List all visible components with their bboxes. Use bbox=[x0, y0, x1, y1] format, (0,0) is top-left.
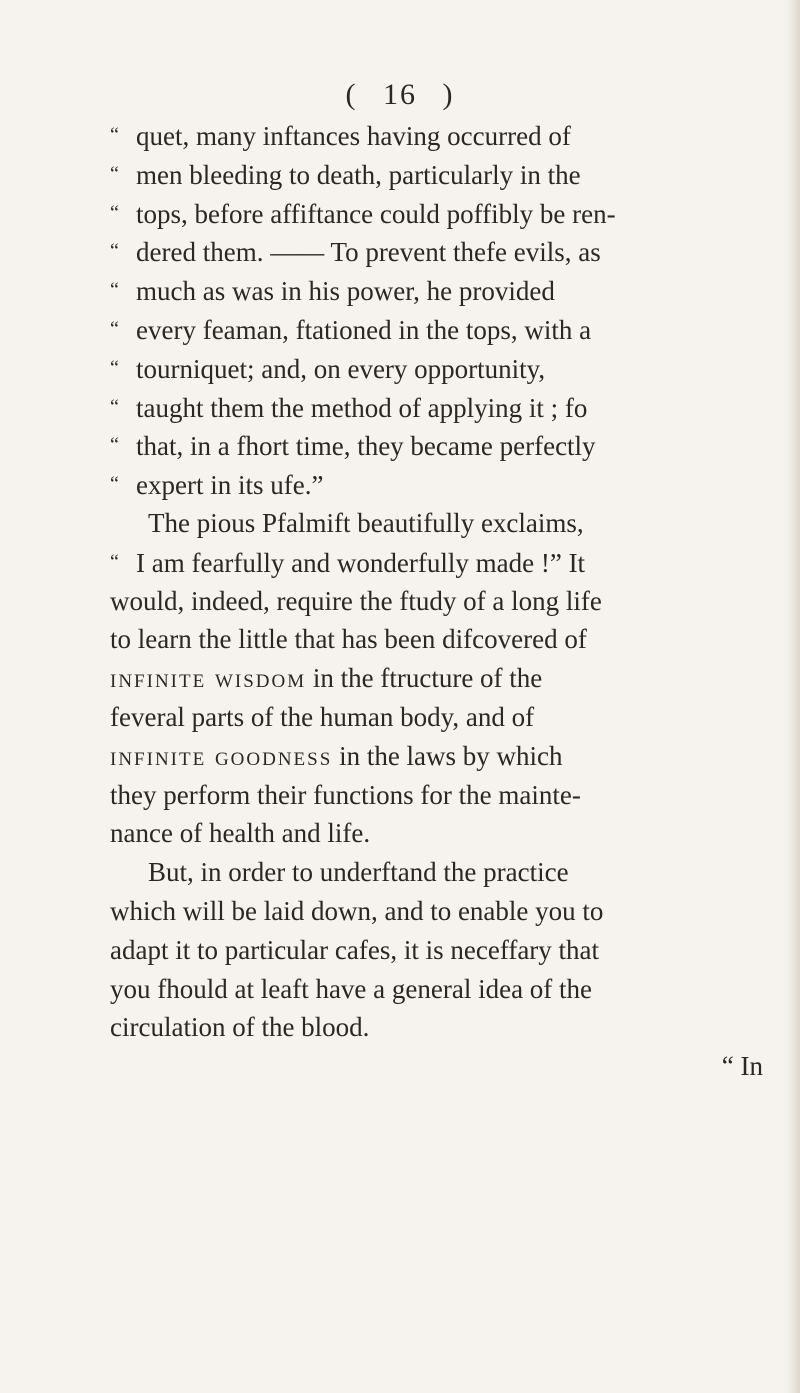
text-line bbox=[110, 426, 775, 465]
quote-mark: “ bbox=[110, 201, 119, 224]
line-text: would, indeed, require the ftudy of a long life bbox=[110, 585, 602, 616]
text-line bbox=[110, 349, 775, 388]
text-line bbox=[110, 970, 775, 1009]
page-edge bbox=[786, 0, 800, 1393]
quote-mark: “ bbox=[110, 473, 119, 496]
text-line bbox=[110, 271, 775, 310]
body-text bbox=[110, 116, 775, 1086]
quote-mark: “ bbox=[110, 395, 119, 418]
line-text: in the ftructure of the bbox=[306, 663, 543, 694]
line-text: they perform their functions for the mainte- bbox=[110, 779, 581, 810]
line-text: tops, before affiftance could poffibly be ren- bbox=[136, 198, 616, 229]
quote-mark: “ bbox=[110, 317, 119, 340]
text-line bbox=[110, 853, 775, 892]
quote-mark: “ bbox=[110, 162, 119, 185]
line-text: which will be laid down, and to enable you to bbox=[110, 895, 604, 926]
text-line bbox=[110, 543, 775, 582]
line-text: tourniquet; and, on every opportunity, bbox=[136, 353, 546, 384]
text-line bbox=[110, 620, 775, 659]
line-text: I am fearfully and wonderfully made !” It bbox=[136, 547, 586, 578]
quote-mark: “ bbox=[110, 240, 119, 263]
line-text: adapt it to particular cafes, it is neceffary that bbox=[110, 934, 600, 965]
page-header bbox=[0, 78, 800, 112]
line-text: to learn the little that has been difcovered of bbox=[110, 624, 587, 655]
line-text: feveral parts of the human body, and of bbox=[110, 701, 535, 732]
line-text: But, in order to underftand the practice bbox=[148, 857, 569, 888]
quote-mark: “ bbox=[110, 124, 119, 146]
line-text: taught them the method of applying it ; fo bbox=[136, 392, 588, 423]
text-line bbox=[110, 232, 775, 271]
line-text: every feaman, ftationed in the tops, with a bbox=[136, 314, 592, 345]
text-line bbox=[110, 1008, 775, 1047]
catchword: “ In bbox=[721, 1051, 763, 1082]
text-line bbox=[110, 116, 775, 155]
text-line bbox=[110, 931, 775, 970]
line-text: circulation of the blood. bbox=[110, 1012, 370, 1043]
quote-mark: “ bbox=[110, 279, 119, 302]
text-line bbox=[110, 388, 775, 427]
line-text: much as was in his power, he provided bbox=[136, 276, 555, 307]
line-text: you fhould at leaft have a general idea of the bbox=[110, 973, 593, 1004]
quote-mark: “ bbox=[110, 550, 119, 573]
text-line bbox=[110, 582, 775, 621]
text-line bbox=[110, 155, 775, 194]
text-line bbox=[110, 892, 775, 931]
line-text: nance of health and life. bbox=[110, 818, 371, 849]
line-text: quet, many inftances having occurred of bbox=[136, 121, 571, 151]
text-line bbox=[110, 465, 775, 504]
text-line bbox=[110, 814, 775, 853]
text-line bbox=[110, 504, 775, 543]
text-line bbox=[110, 194, 775, 233]
close-paren: ) bbox=[442, 78, 455, 111]
text-line bbox=[110, 310, 775, 349]
small-caps-text: infinite wisdom bbox=[110, 663, 307, 694]
text-line bbox=[110, 776, 775, 815]
line-text: dered them. —— To prevent thefe evils, as bbox=[136, 237, 601, 268]
line-text: in the laws by which bbox=[332, 740, 563, 771]
text-line bbox=[110, 737, 775, 776]
open-paren: ( bbox=[345, 78, 358, 111]
line-text: that, in a fhort time, they became perfectly bbox=[136, 431, 596, 462]
text-line bbox=[110, 698, 775, 737]
small-caps-text: infinite goodness bbox=[110, 740, 333, 771]
line-text: The pious Pfalmift beautifully exclaims, bbox=[148, 507, 584, 538]
quote-mark: “ bbox=[110, 356, 119, 379]
page-number: 16 bbox=[383, 78, 417, 111]
line-text: expert in its ufe.” bbox=[136, 470, 324, 501]
quote-mark: “ bbox=[110, 434, 119, 457]
text-line bbox=[110, 659, 775, 698]
line-text: men bleeding to death, particularly in the bbox=[136, 159, 581, 190]
